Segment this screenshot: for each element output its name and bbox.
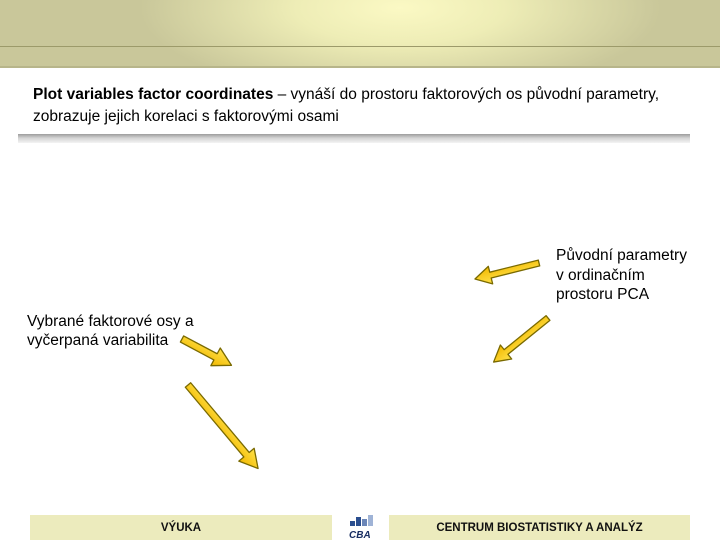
arrow-to-factor-axes-1: [177, 330, 236, 374]
slide-title-rest: – vynáší do prostoru faktorových os původní parametry, zobrazuje jejich korelaci s faktorovými osami: [33, 86, 660, 125]
footer-right-bar: [389, 515, 690, 540]
arrow-to-factor-axes-2: [180, 379, 265, 475]
footer-left-text: VÝUKA: [160, 521, 202, 534]
footer-right-text: CENTRUM BIOSTATISTIKY A ANALÝZ: [436, 521, 643, 534]
arrow-to-variables-1: [473, 254, 541, 287]
footer-left-bar: [30, 515, 332, 540]
logo-text: CBA: [349, 530, 371, 540]
label-factor-axes: Vybrané faktorové osy a vyčerpaná variabilita: [27, 313, 194, 349]
slide-title-bold: Plot variables factor coordinates: [33, 86, 274, 103]
cba-logo: [346, 514, 378, 540]
label-original-parameters: Původní parametry v ordinačním prostoru PCA: [556, 247, 687, 303]
arrow-to-variables-2: [488, 311, 554, 369]
